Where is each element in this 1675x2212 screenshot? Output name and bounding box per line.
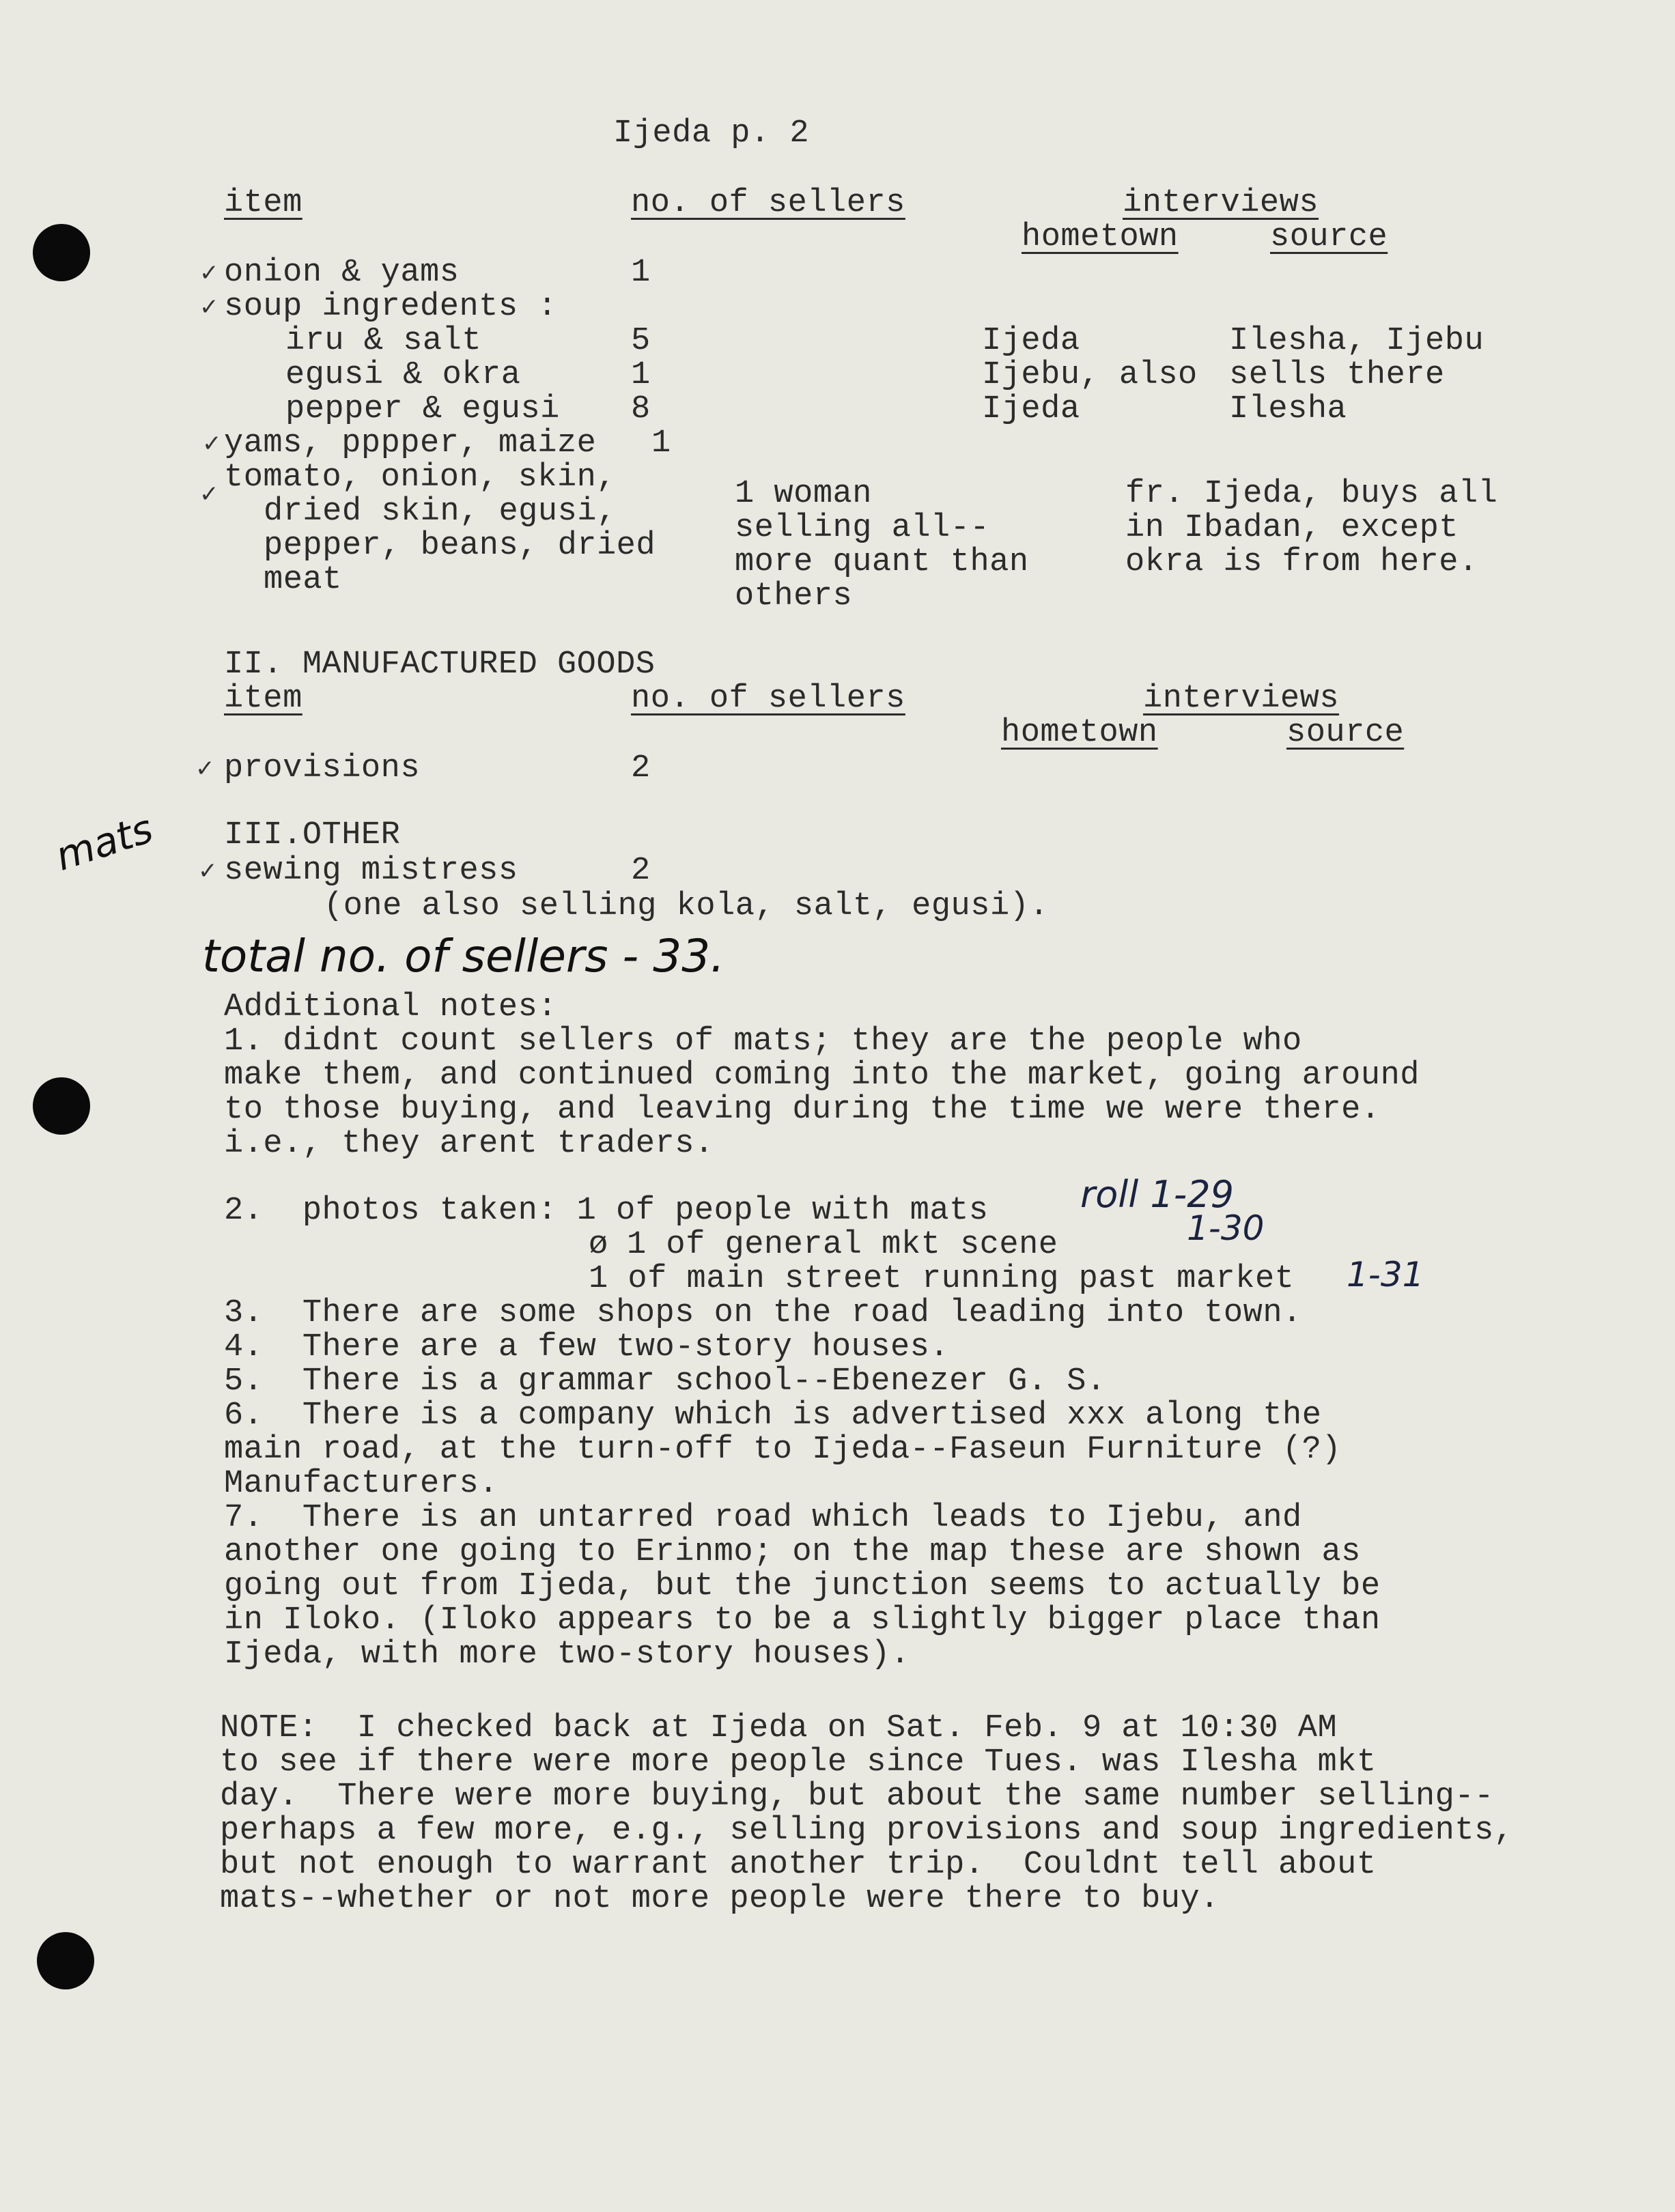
column-header-hometown: hometown (1022, 219, 1179, 255)
column-header-source: source (1286, 715, 1405, 751)
row-provisions-item: provisions (224, 750, 421, 786)
note-6-line-3: Manufacturers. (224, 1466, 498, 1502)
row-yams-pepper-count: 1 (651, 425, 671, 462)
row-provisions-count: 2 (631, 750, 651, 786)
check-mark-icon: ✓ (195, 755, 215, 782)
page-title: Ijeda p. 2 (613, 115, 810, 152)
note-1-line-1: 1. didnt count sellers of mats; they are the people who (224, 1023, 1302, 1060)
row-yams-pepper-item: yams, pppper, maize (224, 425, 597, 462)
note-2-line-2: 1 of general mkt scene (627, 1227, 1058, 1263)
final-note-line-1: NOTE: I checked back at Ijeda on Sat. Feb. 9 at 10:30 AM (220, 1710, 1338, 1746)
note-3: 3. There are some shops on the road leading into town. (224, 1295, 1302, 1331)
row-tomato-source-1: fr. Ijeda, buys all (1125, 476, 1498, 512)
row-tomato-interview-4: others (735, 578, 853, 614)
note-1-line-4: i.e., they arent traders. (224, 1126, 714, 1162)
note-6-line-2: main road, at the turn-off to Ijeda--Faseun Furniture (?) (224, 1432, 1342, 1468)
check-mark-icon: ✓ (199, 294, 219, 321)
row-pepper-egusi-hometown: Ijeda (982, 391, 1080, 427)
row-iru-salt-item: iru & salt (285, 323, 482, 359)
row-sewing-count: 2 (631, 853, 651, 889)
row-sewing-item: sewing mistress (224, 853, 518, 889)
final-note-line-4: perhaps a few more, e.g., selling provisions and soup ingredients, (220, 1813, 1514, 1849)
column-header-sellers: no. of sellers (631, 681, 905, 717)
column-header-interviews: interviews (1143, 681, 1340, 717)
check-mark-icon: ✓ (199, 259, 219, 287)
handwritten-roll-3: 1-31 (1347, 1255, 1424, 1294)
column-header-hometown: hometown (1001, 715, 1158, 751)
note-7-line-5: Ijeda, with more two-story houses). (224, 1636, 910, 1673)
note-2-mark: ø (589, 1227, 608, 1263)
row-pepper-egusi-count: 8 (631, 391, 651, 427)
handwritten-roll-2: 1-30 (1187, 1208, 1265, 1248)
handwritten-roll-1: roll 1-29 (1080, 1173, 1234, 1216)
row-tomato-interview-1: 1 woman (735, 476, 872, 512)
row-onion-yams-item: onion & yams (224, 255, 460, 291)
final-note-line-2: to see if there were more people since Tues. was Ilesha mkt (220, 1744, 1377, 1781)
column-header-source: source (1270, 219, 1388, 255)
punch-hole-bottom (37, 1932, 94, 1989)
row-tomato-source-2: in Ibadan, except (1125, 510, 1459, 546)
final-note-line-3: day. There were more buying, but about the same number selling-- (220, 1778, 1494, 1815)
column-header-item: item (224, 185, 302, 221)
final-note-line-6: mats--whether or not more people were there to buy. (220, 1881, 1220, 1917)
row-tomato-line-3: pepper, beans, dried (264, 528, 656, 564)
note-2-line-3: 1 of main street running past market (589, 1261, 1295, 1297)
note-7-line-2: another one going to Erinmo; on the map these are shown as (224, 1534, 1361, 1570)
row-sewing-note: (one also selling kola, salt, egusi). (324, 888, 1050, 924)
note-1-line-3: to those buying, and leaving during the time we were there. (224, 1092, 1381, 1128)
row-egusi-okra-hometown: Ijebu, also (982, 357, 1198, 393)
check-mark-icon: ✓ (199, 481, 219, 508)
column-header-interviews: interviews (1123, 185, 1319, 221)
row-egusi-okra-count: 1 (631, 357, 651, 393)
row-tomato-line-1: tomato, onion, skin, (224, 459, 617, 496)
row-iru-salt-hometown: Ijeda (982, 323, 1080, 359)
row-egusi-okra-source: sells there (1229, 357, 1445, 393)
handwritten-total: total no. of sellers - 33. (202, 930, 725, 982)
note-1-line-2: make them, and continued coming into the market, going around (224, 1058, 1420, 1094)
margin-note-mats: mats (50, 805, 158, 880)
note-7-line-4: in Iloko. (Iloko appears to be a slightly bigger place than (224, 1602, 1381, 1639)
row-iru-salt-count: 5 (631, 323, 651, 359)
row-pepper-egusi-source: Ilesha (1229, 391, 1347, 427)
row-iru-salt-source: Ilesha, Ijebu (1229, 323, 1484, 359)
row-soup-item: soup ingredents : (224, 289, 557, 325)
punch-hole-middle (33, 1077, 90, 1135)
column-header-sellers: no. of sellers (631, 185, 905, 221)
column-header-item: item (224, 681, 302, 717)
punch-hole-top (33, 224, 90, 281)
row-egusi-okra-item: egusi & okra (285, 357, 521, 393)
notes-heading: Additional notes: (224, 989, 557, 1025)
note-7-line-3: going out from Ijeda, but the junction seems to actually be (224, 1568, 1381, 1604)
row-tomato-interview-3: more quant than (735, 544, 1029, 580)
note-7-line-1: 7. There is an untarred road which leads to Ijebu, and (224, 1500, 1302, 1536)
check-mark-icon: ✓ (198, 857, 218, 885)
note-2-line-1: 2. photos taken: 1 of people with mats (224, 1193, 989, 1229)
row-tomato-interview-2: selling all-- (735, 510, 990, 546)
section-heading-other: III.OTHER (224, 817, 401, 853)
note-4: 4. There are a few two-story houses. (224, 1329, 950, 1365)
row-onion-yams-count: 1 (631, 255, 651, 291)
check-mark-icon: ✓ (202, 430, 222, 457)
row-pepper-egusi-item: pepper & egusi (285, 391, 560, 427)
note-5: 5. There is a grammar school--Ebenezer G. S. (224, 1363, 1106, 1400)
note-6-line-1: 6. There is a company which is advertised xxx along the (224, 1398, 1322, 1434)
row-tomato-line-4: meat (264, 562, 342, 598)
row-tomato-line-2: dried skin, egusi, (264, 494, 617, 530)
final-note-line-5: but not enough to warrant another trip. Couldnt tell about (220, 1847, 1377, 1883)
row-tomato-source-3: okra is from here. (1125, 544, 1478, 580)
section-heading-manufactured: II. MANUFACTURED GOODS (224, 647, 656, 683)
